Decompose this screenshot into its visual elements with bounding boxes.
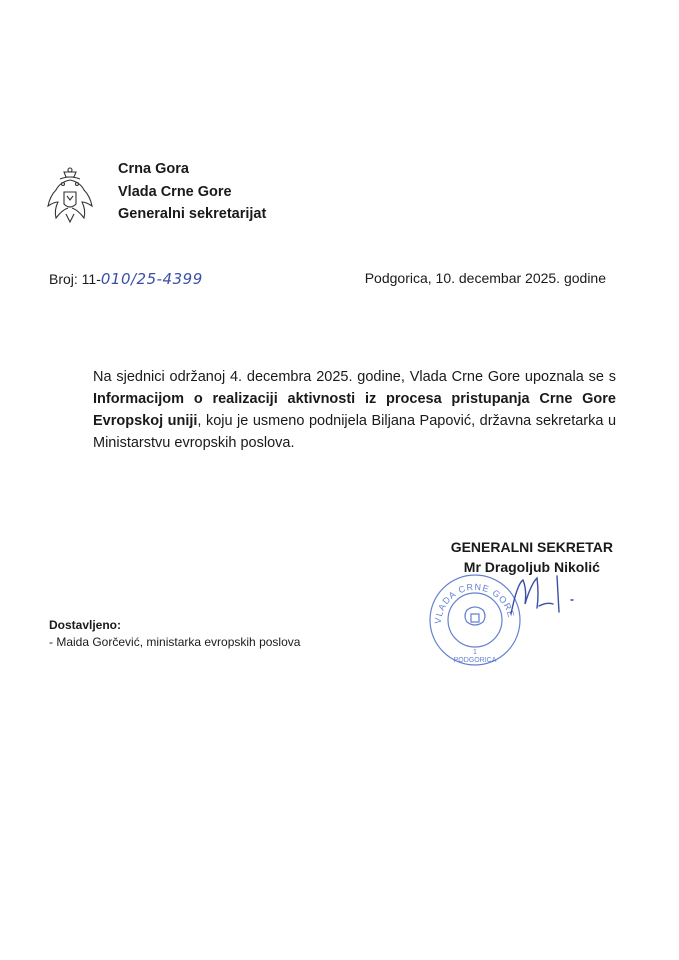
institution-header xyxy=(118,158,266,226)
handwritten-signature-icon xyxy=(505,566,585,626)
svg-text:VLADA CRNE GORE xyxy=(433,582,517,624)
signature-title: GENERALNI SEKRETAR xyxy=(450,539,613,555)
body-bold-title: Informacijom o realizaciji aktivnosti iz procesa pristupanja Crne Gore Evropskoj uniji xyxy=(93,391,616,429)
reference-label: Broj: 11- xyxy=(49,271,101,287)
seal-number: 1 xyxy=(473,649,477,656)
header-government: Vlada Crne Gore xyxy=(118,183,232,200)
body-paragraph xyxy=(93,366,616,454)
distribution-block xyxy=(49,617,300,651)
body-part1: Na sjednici održanoj 4. decembra 2025. godine, Vlada Crne Gore upoznala se s xyxy=(93,369,616,385)
header-country: Crna Gora xyxy=(118,161,189,177)
body-part2: , koju je usmeno podnijela Biljana Papović, državna sekretarka u Ministarstvu evropskih poslova. xyxy=(93,413,617,451)
distribution-label: Dostavljeno: xyxy=(49,618,122,632)
distribution-item: - Maida Gorčević, ministarka evropskih poslova xyxy=(49,635,301,649)
signature-name: Mr Dragoljub Nikolić xyxy=(463,559,600,575)
seal-top-text: VLADA CRNE GORE xyxy=(432,581,517,625)
coat-of-arms-icon xyxy=(46,166,94,226)
reference-number xyxy=(49,270,203,288)
header-secretariat: Generalni sekretarijat xyxy=(118,206,267,222)
document-date: Podgorica, 10. decembar 2025. godine xyxy=(364,270,606,286)
seal-city: PODGORICA xyxy=(453,657,497,664)
reference-handwritten: 010/25-4399 xyxy=(100,270,203,288)
